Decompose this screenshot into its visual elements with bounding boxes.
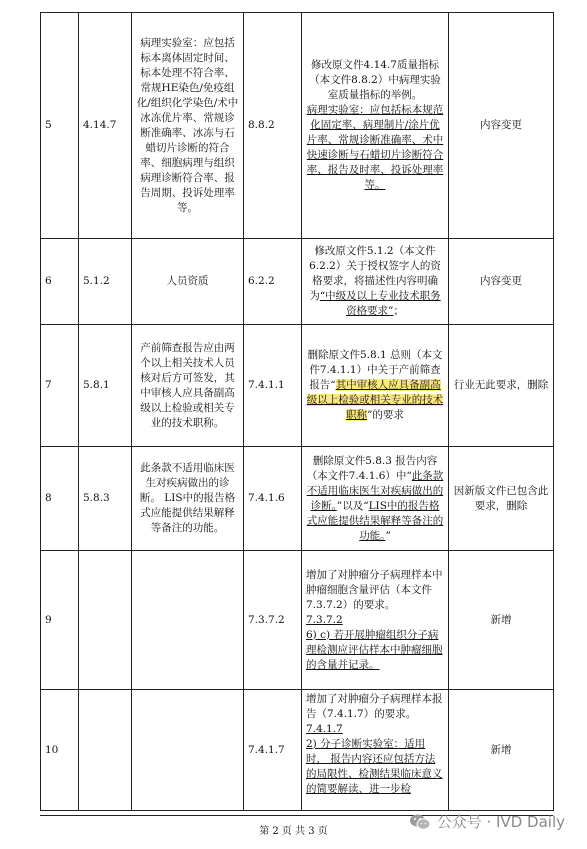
new-clause: 6.2.2 (244, 239, 302, 325)
table-row (41, 239, 554, 325)
change-type: 新增 (449, 551, 554, 690)
quoted-clause-text: 此条款不适用临床医生对疾病做出的诊断。 (306, 469, 444, 512)
description-text: ”的要求 (367, 409, 404, 421)
new-clause: 8.8.2 (244, 13, 302, 239)
old-text (132, 690, 244, 811)
watermark (409, 811, 565, 832)
table-row (41, 13, 554, 239)
change-description (302, 447, 449, 551)
quoted-clause-text: 6) c) 若开展肿瘤组织分子病理检测应评估样本中肿瘤细胞的含量并记录。 (306, 628, 443, 671)
watermark-text: 公众号 · IVD Daily (436, 813, 565, 831)
row-number: 10 (41, 690, 79, 811)
change-type: 内容变更 (449, 13, 554, 239)
change-type: 因新版文件已包含此要求，删除 (449, 447, 554, 551)
new-clause: 7.4.1.7 (244, 690, 302, 811)
row-number: 8 (41, 447, 79, 551)
old-clause (79, 551, 132, 690)
old-text: 此条款不适用临床医生对疾病做出的诊断。 LIS中的报告格式应能提供结果解释等备注的功能。 (132, 447, 244, 551)
clause-reference: 7.3.7.2 (306, 613, 343, 626)
row-number: 5 (41, 13, 79, 239)
new-clause: 7.3.7.2 (244, 551, 302, 690)
description-text: 删除原文件5.8.1 总则（本文件7.4.1.1）中关于产前筛查报告“ (307, 349, 443, 391)
table-row (41, 551, 554, 690)
description-text: 修改原文件4.14.7质量指标（本文件8.8.2）中病理实验室质量指标的举例。 (309, 59, 441, 101)
new-clause: 7.4.1.6 (244, 447, 302, 551)
table-row (41, 690, 554, 811)
change-description (302, 551, 449, 690)
highlighted-clause-text: 其中审核人应具备副高级以上检验或相关专业的技术职称 (306, 379, 444, 421)
table-row (41, 447, 554, 551)
old-text: 产前筛查报告应由两个以上相关技术人员核对后方可签发，其中审核人应具备副高级以上检验或相关专业的技术职称。 (132, 325, 244, 447)
old-clause: 5.8.1 (79, 325, 132, 447)
description-text: 增加了对肿瘤分子病理样本中肿瘤细胞含量评估（本文件7.3.7.2）的要求。 (306, 568, 443, 611)
description-text: 修改原文件5.1.2（本文件6.2.2）关于授权签字人的资格要求，将描述性内容明确为 (309, 245, 441, 302)
old-text: 人员资质 (132, 239, 244, 325)
row-number: 9 (41, 551, 79, 690)
clause-reference: 7.4.1.7 (306, 723, 343, 735)
quoted-clause-text: LIS中的报告格式应能提供结果解释等备注的功能。 (306, 499, 444, 542)
old-text (132, 551, 244, 690)
row-number: 6 (41, 239, 79, 325)
new-clause: 7.4.1.1 (244, 325, 302, 447)
change-table (40, 12, 554, 811)
change-type: 行业无此要求，删除 (449, 325, 554, 447)
old-clause: 5.8.3 (79, 447, 132, 551)
description-text: 增加了对肿瘤分子病理样本报告（7.4.1.7）的要求。 (306, 693, 443, 720)
change-description (302, 325, 449, 447)
old-text: 病理实验室：应包括标本离体固定时间、标本处理不符合率、常规HE染色/免疫组化/组织化学染色/术中冰冻优片率、常规诊断准确率、冰冻与石蜡切片诊断的符合率、细胞病理与组织病理诊断符合率、报告周期、投诉处理率等。 (132, 13, 244, 239)
wechat-icon (409, 813, 431, 831)
description-text: ” (385, 529, 391, 542)
change-description (302, 13, 449, 239)
description-text: ”以及“ (336, 499, 369, 512)
old-clause (79, 690, 132, 811)
quoted-clause-text: 病理实验室：应包括标本规范化固定率、病理制片/涂片优片率、常规诊断准确率、术中快速诊断与石蜡切片诊断符合率、报告及时率、投诉处理率等。 (306, 104, 444, 191)
row-number: 7 (41, 325, 79, 447)
old-clause: 5.1.2 (79, 239, 132, 325)
description-text: ； (393, 305, 404, 317)
page-number: 第 2 页 共 3 页 (259, 826, 328, 837)
change-description (302, 690, 449, 811)
change-description (302, 239, 449, 325)
description-text: 删除原文件5.8.3 报告内容（本文件7.4.1.6）中“ (306, 454, 438, 482)
change-type: 内容变更 (449, 239, 554, 325)
quoted-clause-text: “中级及以上专业技术职务资格要求” (319, 290, 441, 317)
quoted-clause-text: 2) 分子诊断实验室：适用时， 报告内容还应包括方法的局限性、检测结果临床意义的简要解读、进一步检 (306, 738, 443, 795)
change-type: 新增 (449, 690, 554, 811)
old-clause: 4.14.7 (79, 13, 132, 239)
table-row (41, 325, 554, 447)
